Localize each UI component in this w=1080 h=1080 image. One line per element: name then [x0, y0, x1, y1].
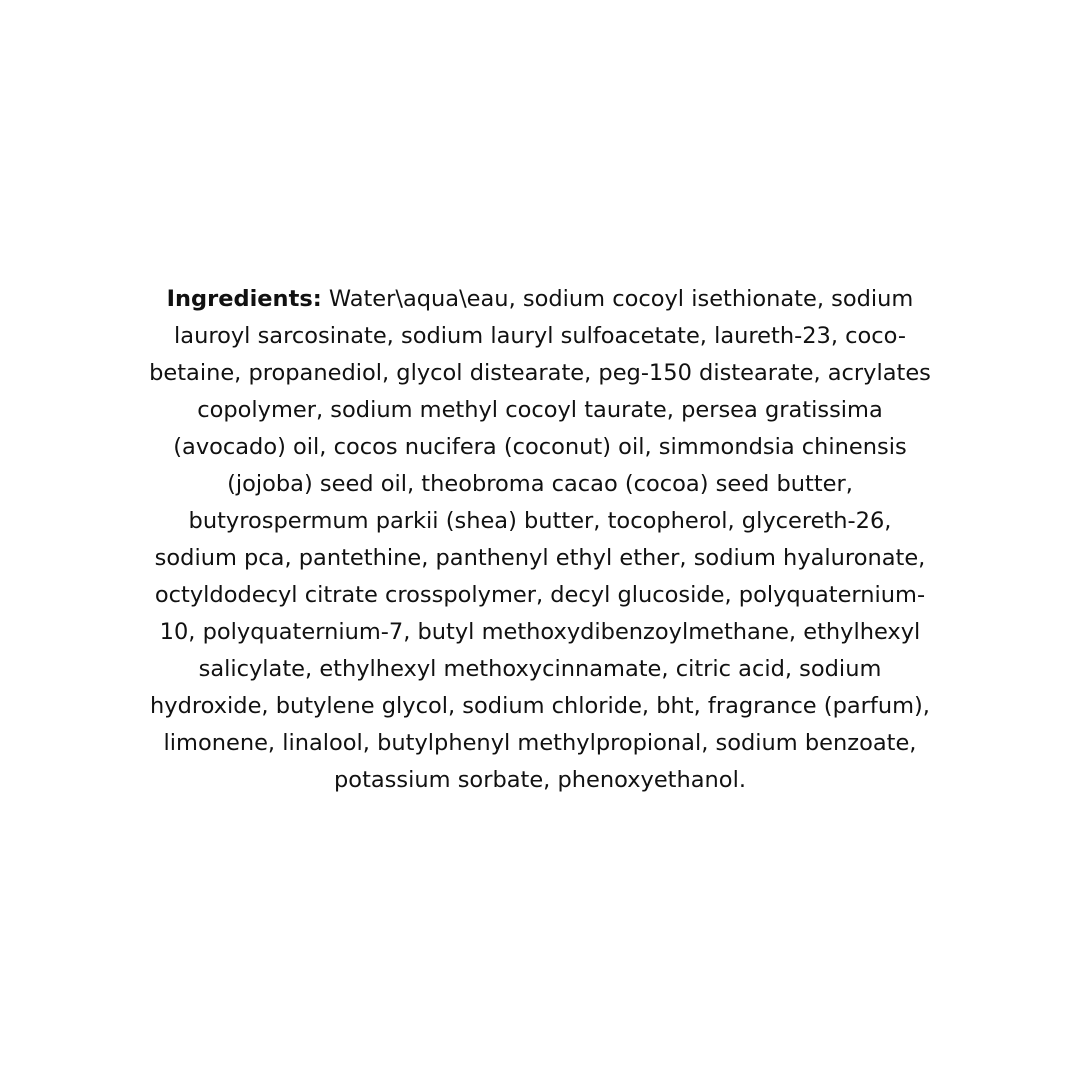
ingredients-line-2: lauroyl sarcosinate, sodium lauryl sulfoacetate, laureth-23, coco- [174, 323, 906, 349]
ingredients-text: Water\aqua\eau, sodium cocoyl isethionate, sodium [321, 286, 914, 312]
ingredients-line-10: 10, polyquaternium-7, butyl methoxydibenzoylmethane, ethylhexyl [159, 619, 921, 645]
ingredients-line-12: hydroxide, butylene glycol, sodium chloride, bht, fragrance (parfum), [150, 693, 930, 719]
ingredients-line-4: copolymer, sodium methyl cocoyl taurate, persea gratissima [197, 397, 883, 423]
ingredients-line-11: salicylate, ethylhexyl methoxycinnamate, citric acid, sodium [198, 656, 882, 682]
ingredients-line-6: (jojoba) seed oil, theobroma cacao (cocoa) seed butter, [227, 471, 853, 497]
ingredients-line-14: potassium sorbate, phenoxyethanol. [334, 767, 746, 793]
ingredients-line-3: betaine, propanediol, glycol distearate, peg-150 distearate, acrylates [149, 360, 931, 386]
ingredients-line-5: (avocado) oil, cocos nucifera (coconut) oil, simmondsia chinensis [173, 434, 907, 460]
ingredients-line-8: sodium pca, pantethine, panthenyl ethyl ether, sodium hyaluronate, [154, 545, 926, 571]
ingredients-line-7: butyrospermum parkii (shea) butter, tocopherol, glycereth-26, [188, 508, 892, 534]
ingredients-line-1 [110, 281, 970, 318]
ingredients-line-13: limonene, linalool, butylphenyl methylpropional, sodium benzoate, [163, 730, 917, 756]
ingredients-label: Ingredients: [166, 286, 322, 312]
ingredients-line-9: octyldodecyl citrate crosspolymer, decyl glucoside, polyquaternium- [154, 582, 926, 608]
ingredients-paragraph [110, 281, 970, 799]
